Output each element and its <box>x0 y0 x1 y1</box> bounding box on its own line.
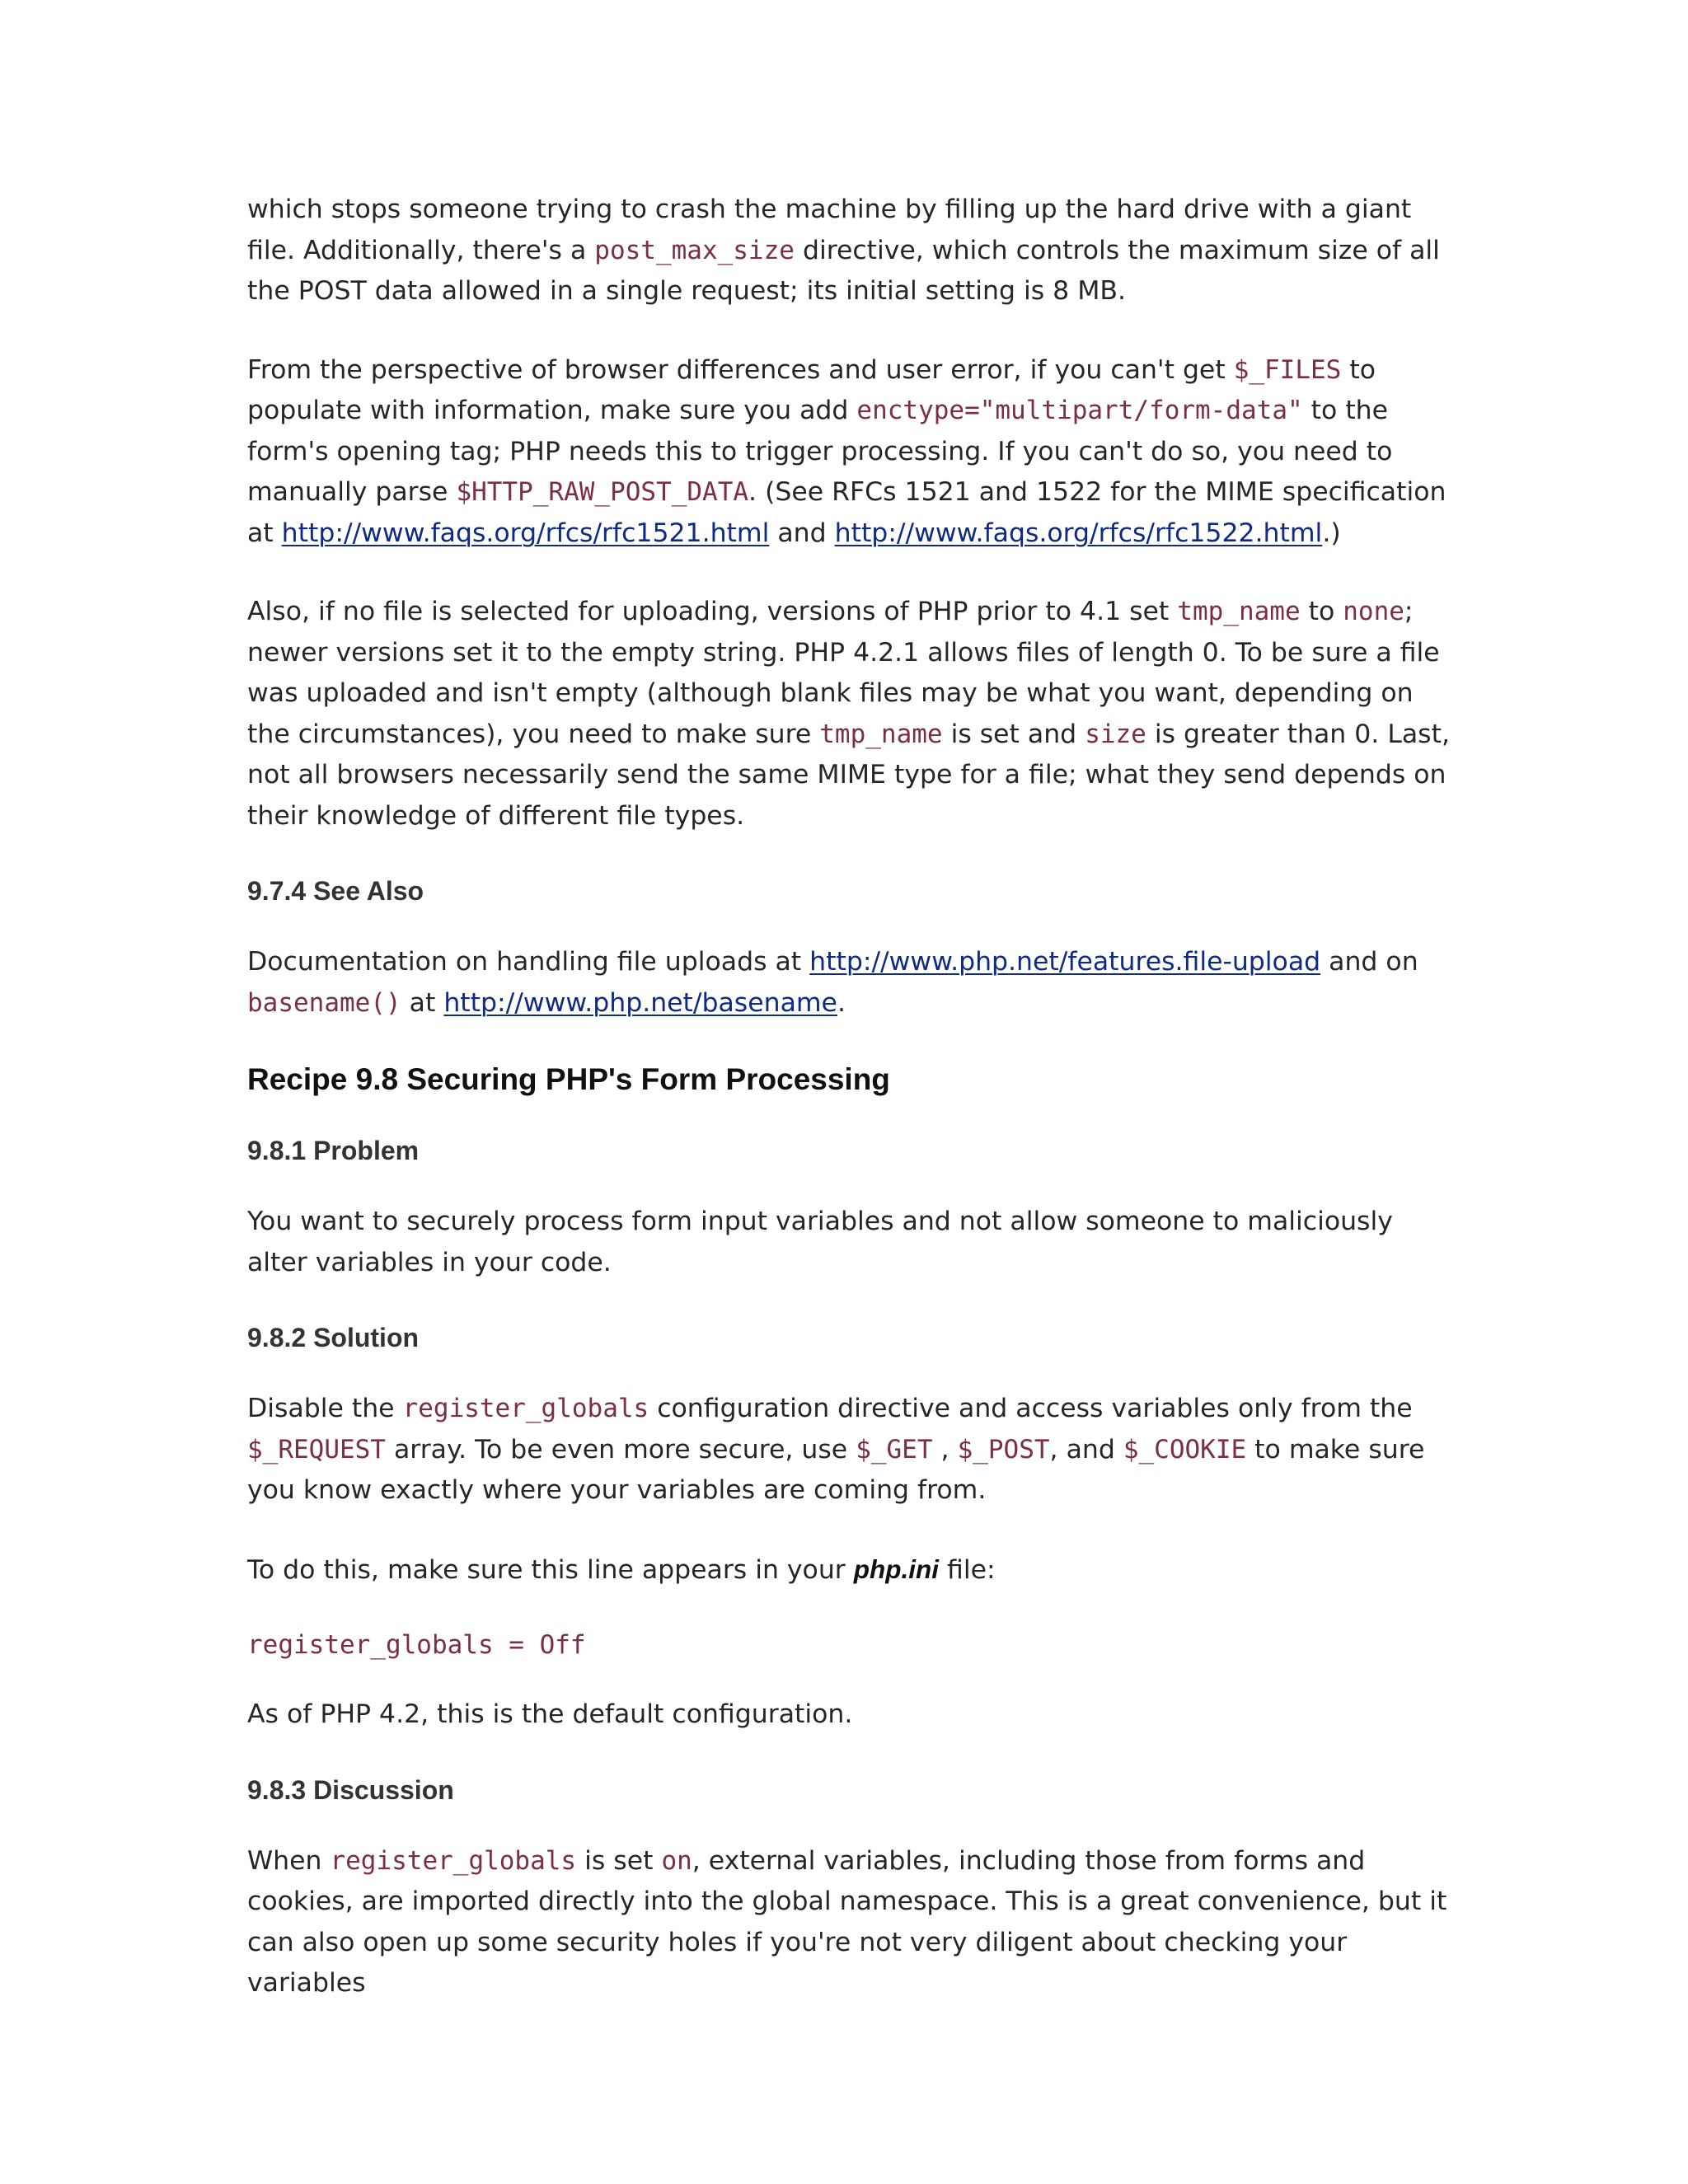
text: To do this, make sure this line appears in your <box>247 1554 854 1585</box>
text: , and <box>1049 1434 1123 1465</box>
code-tmp-name: tmp_name <box>819 719 943 749</box>
code-request: $_REQUEST <box>247 1434 386 1465</box>
paragraph-browser-differences <box>247 350 1451 555</box>
text: file: <box>939 1554 996 1585</box>
code-enctype: enctype="multipart/form-data" <box>856 396 1303 425</box>
text: array. To be even more secure, use <box>385 1434 856 1465</box>
text: is set <box>576 1845 662 1876</box>
heading-solution: 9.8.2 Solution <box>247 1323 420 1352</box>
code-get: $_GET <box>856 1434 933 1465</box>
link-rfc1522[interactable]: http://www.faqs.org/rfcs/rfc1522.html <box>834 518 1323 548</box>
text: configuration directive and access variables only from the <box>649 1394 1413 1423</box>
code-http-raw-post-data: $HTTP_RAW_POST_DATA <box>456 477 749 507</box>
heading-see-also: 9.7.4 See Also <box>247 876 424 906</box>
text: ; newer versions set it to the empty string. PHP 4.2.1 allows files of length 0. To be sure a file was uploaded and isn't empty (although blank files may be what you want, depending on the circumstances), you need to make sure <box>247 597 1440 749</box>
paragraph-default-config: As of PHP 4.2, this is the default configuration. <box>247 1699 853 1729</box>
text: is greater than 0. Last, not all browsers necessarily send the same MIME type for a file; what they send depends on their knowledge of different file types. <box>247 719 1450 831</box>
paragraph-problem: You want to securely process form input variables and not allow someone to maliciously alter variables in your code. <box>247 1207 1393 1277</box>
text: Documentation on handling file uploads at <box>247 947 810 977</box>
paragraph-documentation <box>247 942 1451 1024</box>
document-page <box>247 190 1451 2042</box>
text: , <box>932 1434 958 1465</box>
code-register-globals: register_globals <box>330 1845 577 1876</box>
paragraph-post-max-size <box>247 190 1451 312</box>
text: to the form's opening tag; PHP needs this to trigger processing. If you can't do so, you need to manually parse <box>247 396 1393 507</box>
code-tmp-name: tmp_name <box>1177 597 1301 626</box>
code-basename: basename() <box>247 987 401 1018</box>
code-cookie: $_COOKIE <box>1123 1434 1247 1465</box>
link-file-upload[interactable]: http://www.php.net/features.file-upload <box>809 947 1321 977</box>
paragraph-php-ini <box>247 1549 1451 1591</box>
text: When <box>247 1845 331 1876</box>
text: . (See RFCs 1521 and 1522 for the MIME specification at <box>247 477 1447 548</box>
code-none: none <box>1343 597 1404 626</box>
code-block-register-globals: register_globals = Off <box>247 1630 586 1660</box>
text: directive, which controls the maximum size of all the POST data allowed in a single request; its initial setting is 8 MB. <box>247 235 1440 306</box>
heading-problem: 9.8.1 Problem <box>247 1136 420 1165</box>
text: From the perspective of browser differences and user error, if you can't get <box>247 354 1234 385</box>
link-rfc1521[interactable]: http://www.faqs.org/rfcs/rfc1521.html <box>281 518 770 548</box>
text: Also, if no file is selected for uploading, versions of PHP prior to 4.1 set <box>247 597 1178 626</box>
code-post: $_POST <box>957 1434 1050 1465</box>
text: and on <box>1320 947 1418 977</box>
paragraph-discussion <box>247 1841 1451 2004</box>
text: . <box>837 987 846 1018</box>
text: to populate with information, make sure you add <box>247 354 1376 425</box>
text: , external variables, including those from forms and cookies, are imported directly into the global namespace. This is a great convenience, but it can also open up some security holes if you're not very diligent about checking your variables <box>247 1845 1447 1998</box>
code-register-globals: register_globals <box>402 1394 649 1423</box>
text: Disable the <box>247 1394 403 1423</box>
text: is set and <box>942 719 1085 749</box>
code-post-max-size: post_max_size <box>594 235 795 265</box>
text: to make sure you know exactly where your variables are coming from. <box>247 1434 1425 1505</box>
text: which stops someone trying to crash the machine by filling up the hard drive with a giant file. Additionally, there's a <box>247 194 1412 265</box>
text: to <box>1300 597 1343 626</box>
paragraph-no-file-selected <box>247 592 1451 837</box>
filename-php-ini: php.ini <box>853 1554 939 1584</box>
code-files: $_FILES <box>1233 354 1342 385</box>
heading-discussion: 9.8.3 Discussion <box>247 1774 454 1805</box>
code-on: on <box>661 1845 692 1876</box>
link-basename[interactable]: http://www.php.net/basename <box>443 987 837 1018</box>
text: .) <box>1322 518 1341 548</box>
code-size: size <box>1085 719 1146 749</box>
recipe-title: Recipe 9.8 Securing PHP's Form Processing <box>247 1062 890 1096</box>
text: at <box>401 987 444 1018</box>
paragraph-solution <box>247 1389 1451 1511</box>
text: and <box>769 518 835 548</box>
